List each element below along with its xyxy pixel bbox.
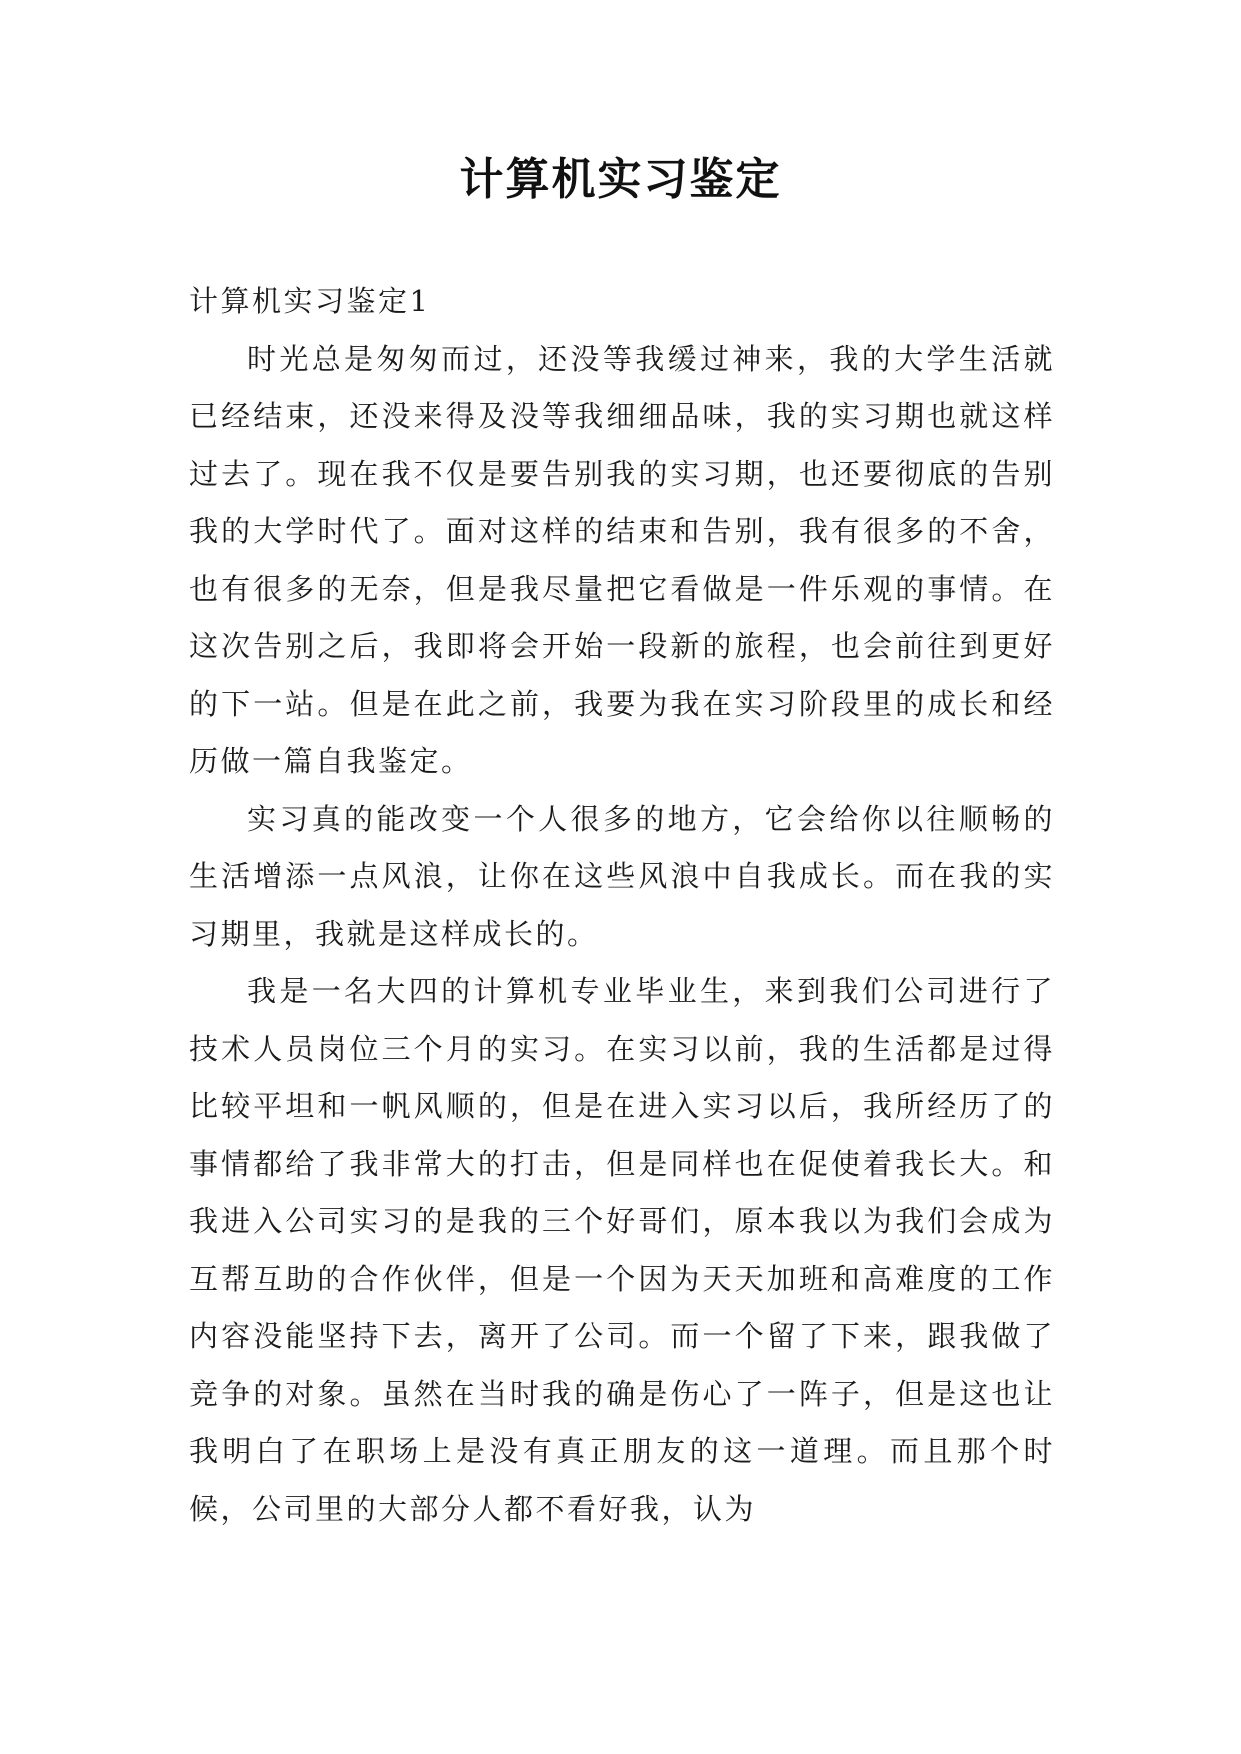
document-title: 计算机实习鉴定 — [459, 154, 782, 205]
paragraph-1: 时光总是匆匆而过，还没等我缓过神来，我的大学生活就已经结束，还没来得及没等我细细品味，我的实习期也就这样过去了。现在我不仅是要告别我的实习期，也还要彻底的告别我的大学时代了。面对这样的结束和告别，我有很多的不舍，也有很多的无奈，但是我尽量把它看做是一件乐观的事情。在这次告别之后，我即将会开始一段新的旅程，也会前往到更好的下一站。但是在此之前，我要为我在实习阶段里的成长和经历做一篇自我鉴定。 — [189, 341, 1055, 778]
paragraph-2: 实习真的能改变一个人很多的地方，它会给你以往顺畅的生活增添一点风浪，让你在这些风浪中自我成长。而在我的实习期里，我就是这样成长的。 — [189, 801, 1055, 951]
section-heading: 计算机实习鉴定1 — [189, 284, 431, 318]
document-body — [189, 273, 1055, 1538]
paragraph-3: 我是一名大四的计算机专业毕业生，来到我们公司进行了技术人员岗位三个月的实习。在实习以前，我的生活都是过得比较平坦和一帆风顺的，但是在进入实习以后，我所经历了的事情都给了我非常大的打击，但是同样也在促使着我长大。和我进入公司实习的是我的三个好哥们，原本我以为我们会成为互帮互助的合作伙伴，但是一个因为天天加班和高难度的工作内容没能坚持下去，离开了公司。而一个留了下来，跟我做了竞争的对象。虽然在当时我的确是伤心了一阵子，但是这也让我明白了在职场上是没有真正朋友的这一道理。而且那个时候，公司里的大部分人都不看好我，认为 — [189, 974, 1055, 1526]
